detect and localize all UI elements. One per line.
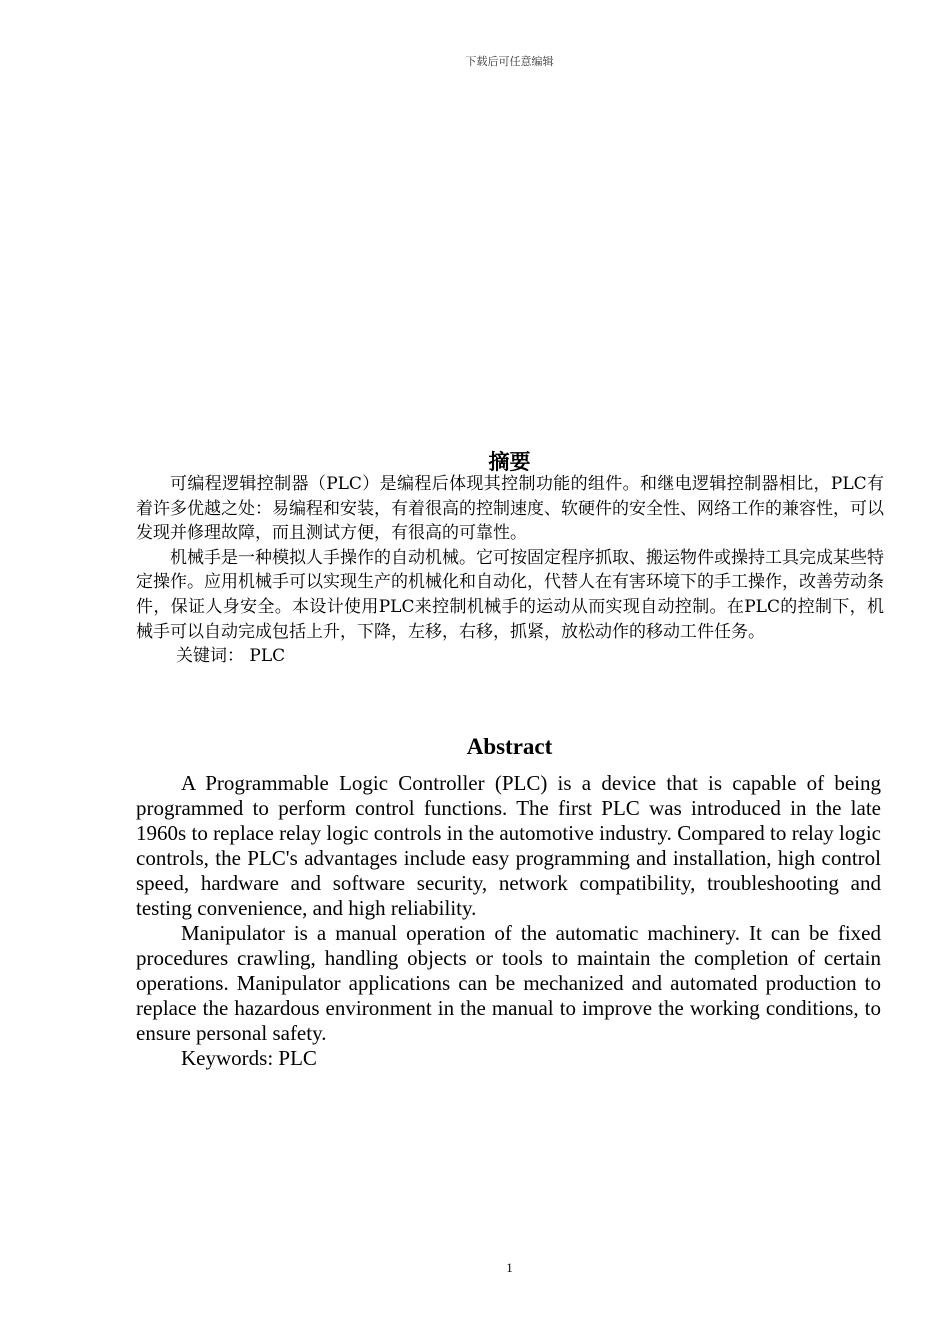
- chinese-abstract-paragraph-1: 可编程逻辑控制器（PLC）是编程后体现其控制功能的组件。和继电逻辑控制器相比，PLC有着许多优越之处：易编程和安装，有着很高的控制速度、软硬件的安全性、网络工作的兼容性，可以发现并修理故障，而且测试方便，有很高的可靠性。: [136, 474, 884, 544]
- english-abstract-paragraph-1: A Programmable Logic Controller (PLC) is a device that is capable of being programmed to perform control functions. The first PLC was introduced in the late 1960s to replace relay logic controls in the automotive industry. Compared to relay logic controls, the PLC's advantages include easy programming and installation, high control speed, hardware and software security, network compatibility, troubleshooting and testing convenience, and high reliability.: [136, 771, 881, 920]
- chinese-keywords: 关键词： PLC: [176, 646, 286, 667]
- english-abstract-body: [136, 771, 881, 1071]
- english-abstract-title: Abstract: [466, 734, 553, 759]
- chinese-abstract-body: [136, 472, 884, 669]
- chinese-abstract-title: 摘要: [488, 450, 531, 474]
- header-note: 下载后可任意编辑: [465, 55, 554, 68]
- chinese-abstract-paragraph-2: 机械手是一种模拟人手操作的自动机械。它可按固定程序抓取、搬运物件或操持工具完成某些特定操作。应用机械手可以实现生产的机械化和自动化，代替人在有害环境下的手工操作，改善劳动条件，保证人身安全。本设计使用PLC来控制机械手的运动从而实现自动控制。在PLC的控制下，机械手可以自动完成包括上升，下降，左移，右移，抓紧，放松动作的移动工件任务。: [136, 547, 884, 642]
- english-keywords: Keywords: PLC: [181, 1046, 317, 1070]
- english-abstract-paragraph-2: Manipulator is a manual operation of the automatic machinery. It can be fixed procedures crawling, handling objects or tools to maintain the completion of certain operations. Manipulator applications can be mechanized and automated production to replace the hazardous environment in the manual to improve the working conditions, to ensure personal safety.: [136, 921, 881, 1045]
- page-number: 1: [506, 1260, 513, 1275]
